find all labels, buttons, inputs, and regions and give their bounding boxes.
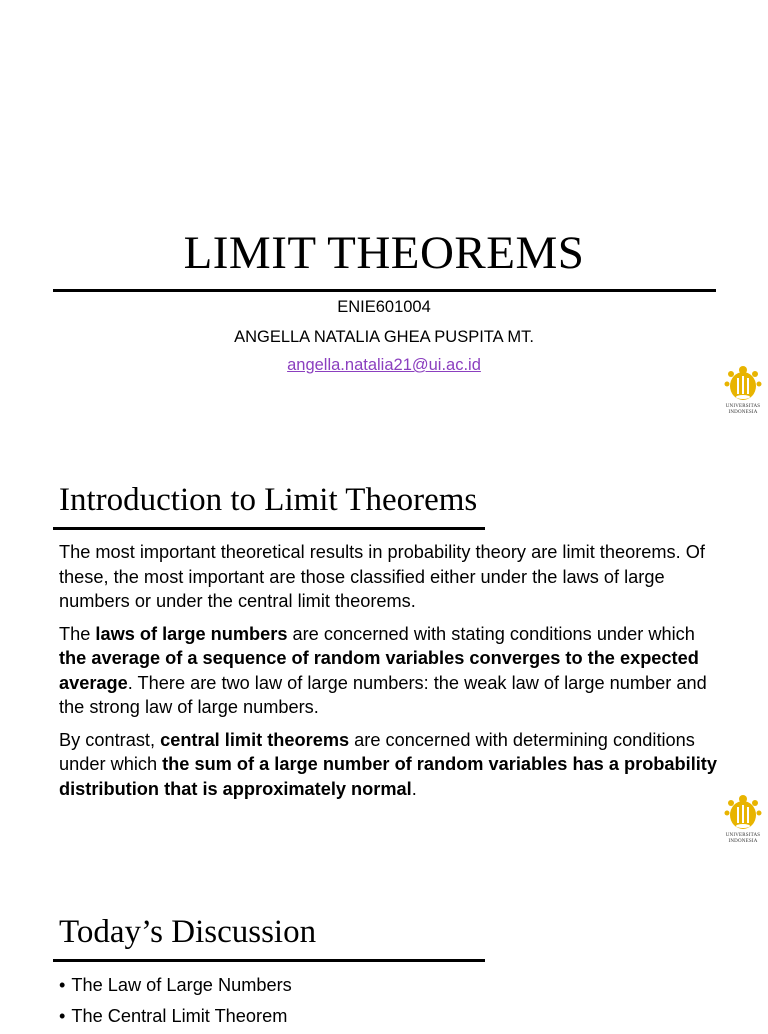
title-divider xyxy=(53,289,716,292)
university-logo xyxy=(721,793,765,845)
discussion-list xyxy=(59,973,292,1034)
course-code: ENIE601004 xyxy=(337,298,431,316)
intro-slide xyxy=(0,432,768,864)
discussion-slide xyxy=(0,864,768,1024)
logo-text-line1: UNIVERSITAS xyxy=(725,404,761,409)
intro-paragraph-2 xyxy=(59,622,719,720)
p2-text-e: . There are two law of large numbers: the weak law of large number and the strong law of large numbers. xyxy=(59,672,707,717)
intro-paragraph-1: The most important theoretical results in probability theory are limit theorems. Of these, the most important are those classified either under the laws of large numbers or under the central limit theorems. xyxy=(59,542,705,611)
intro-divider xyxy=(53,527,485,530)
p3-text-a: By contrast, xyxy=(59,729,161,750)
author-email-line xyxy=(0,356,768,375)
author-name: ANGELLA NATALIA GHEA PUSPITA MT. xyxy=(234,328,534,346)
intro-paragraph-3 xyxy=(59,728,719,802)
p2-bold-average: the average of a sequence of random variables converges to the expected average xyxy=(59,648,699,693)
p3-text-c: are concerned with determining conditions under which xyxy=(59,729,695,774)
university-logo xyxy=(721,364,765,416)
makara-emblem-icon xyxy=(724,793,762,833)
p2-text-c: are concerned with stating conditions under which xyxy=(287,623,695,644)
p3-text-e: . xyxy=(411,778,417,799)
title-slide xyxy=(0,0,768,432)
p3-bold-clt: central limit theorems xyxy=(160,729,350,750)
discussion-title: Today’s Discussion xyxy=(59,914,317,950)
logo-text-line1: UNIVERSITAS xyxy=(725,833,761,838)
list-item: • The Law of Large Numbers xyxy=(59,973,292,998)
p2-bold-laws: laws of large numbers xyxy=(95,623,288,644)
makara-emblem-icon xyxy=(724,364,762,404)
logo-text-line2: INDONESIA xyxy=(728,410,758,415)
list-item: • The Central Limit Theorem xyxy=(59,1004,292,1029)
p3-bold-sum: the sum of a large number of random variables has a probability distribution that is approximately normal xyxy=(59,754,717,799)
author-email-link[interactable]: angella.natalia21@ui.ac.id xyxy=(287,356,481,374)
intro-title: Introduction to Limit Theorems xyxy=(59,482,478,518)
p2-text-a: The xyxy=(59,623,96,644)
discussion-divider xyxy=(53,959,485,962)
intro-body xyxy=(59,540,719,809)
presentation-title: LIMIT THEOREMS xyxy=(183,227,585,279)
logo-text-line2: INDONESIA xyxy=(728,839,758,844)
